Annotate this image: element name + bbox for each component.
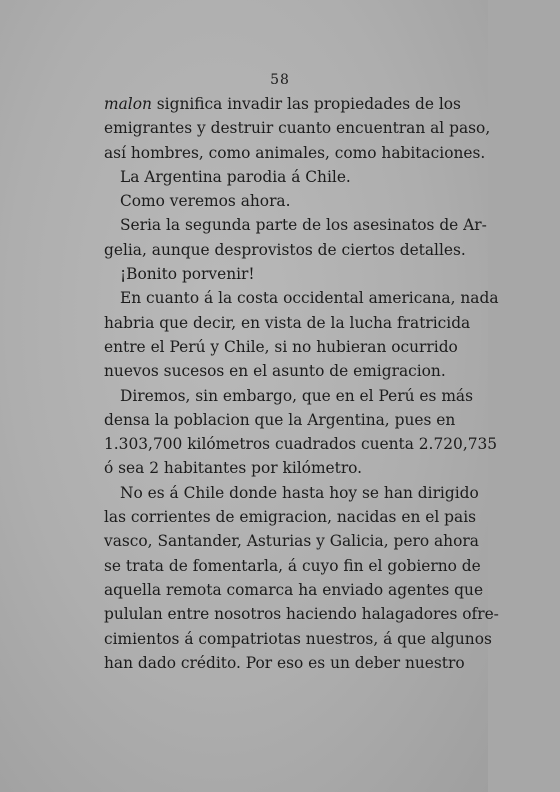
- text-line: así hombres, como animales, como habitaciones.: [104, 143, 486, 162]
- page-number: 58: [270, 72, 290, 88]
- text-line: Como veremos ahora.: [120, 192, 291, 211]
- text-line: densa la poblacion que la Argentina, pues en: [104, 410, 456, 429]
- text-line: [104, 92, 461, 116]
- text-line: han dado crédito. Por eso es un deber nuestro: [104, 653, 465, 672]
- text-line: emigrantes y destruir cuanto encuentran al paso,: [104, 119, 491, 138]
- text-line: ¡Bonito porvenir!: [120, 265, 255, 284]
- body-text: [104, 92, 499, 675]
- text-line: Seria la segunda parte de los asesinatos de Ar-: [120, 216, 487, 235]
- text-line: entre el Perú y Chile, si no hubieran ocurrido: [104, 337, 458, 356]
- text-line: vasco, Santander, Asturias y Galicia, pero ahora: [104, 532, 479, 551]
- text-line: La Argentina parodia á Chile.: [120, 167, 351, 186]
- text-line: Diremos, sin embargo, que en el Perú es más: [120, 386, 473, 405]
- line-remainder: significa invadir las propiedades de los: [151, 95, 461, 113]
- italic-word: malon: [104, 95, 152, 113]
- text-line: se trata de fomentarla, á cuyo fin el gobierno de: [104, 556, 481, 575]
- text-line: 1.303,700 kilómetros cuadrados cuenta 2.720,735: [104, 435, 498, 454]
- text-line: pululan entre nosotros haciendo halagadores ofre-: [104, 605, 499, 624]
- text-line: En cuanto á la costa occidental americana, nada: [120, 289, 499, 308]
- text-line: cimientos á compatriotas nuestros, á que algunos: [104, 629, 492, 648]
- text-line: las corrientes de emigracion, nacidas en el pais: [104, 508, 477, 527]
- text-line: habria que decir, en vista de la lucha fratricida: [104, 313, 471, 332]
- text-line: nuevos sucesos en el asunto de emigracion.: [104, 362, 446, 381]
- text-line: No es á Chile donde hasta hoy se han dirigido: [120, 483, 479, 502]
- text-line: ó sea 2 habitantes por kilómetro.: [104, 459, 363, 478]
- text-line: gelia, aunque desprovistos de ciertos detalles.: [104, 240, 466, 259]
- text-line: aquella remota comarca ha enviado agentes que: [104, 580, 484, 599]
